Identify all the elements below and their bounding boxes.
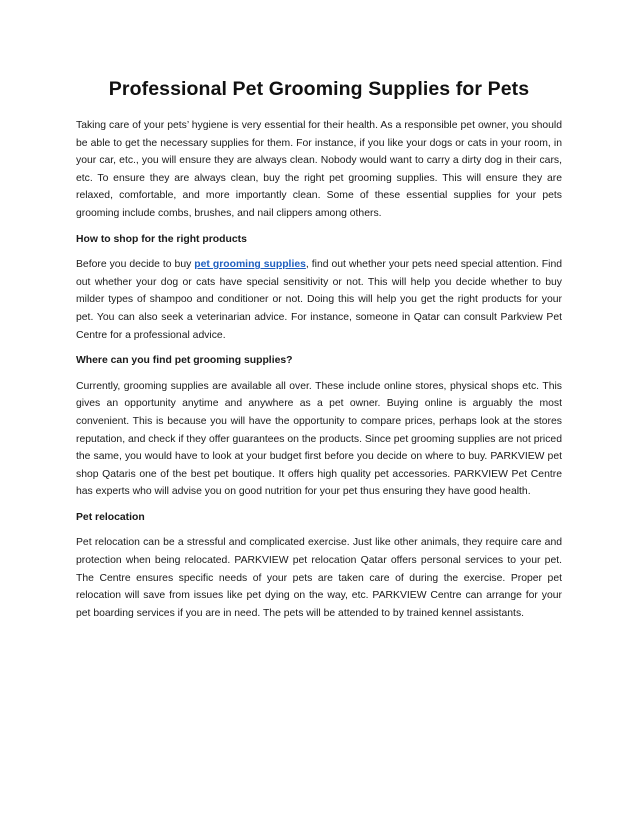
where-paragraph: Currently, grooming supplies are available all over. These include online stores, physical shops etc. This gives an opportunity anytime and anywhere as a pet owner. Buying online is arguably the most convenient. This is because you will have the opportunity to compare prices, perhaps look at the stores reputation, and check if they offer guarantees on the products. Since pet grooming supplies are not priced the same, you would have to look at your budget first before you decide on where to buy. PARKVIEW pet shop Qataris one of the best pet boutique. It offers high quality pet accessories. PARKVIEW Pet Centre has experts who will advise you on good nutrition for your pet thus ensuring they have good health. bbox=[76, 380, 562, 498]
section-heading-shop: How to shop for the right products bbox=[76, 233, 247, 245]
relocation-paragraph: Pet relocation can be a stressful and complicated exercise. Just like other animals, they require care and protection when being relocated. PARKVIEW pet relocation Qatar offers personal services to your pet. The Centre ensures specific needs of your pets are taken care of during the exercise. Proper pet relocation will save from issues like pet dying on the way, etc. PARKVIEW Centre can arrange for your pet boarding services if you are in need. The pets will be attended to by trained kennel assistants. bbox=[76, 537, 562, 619]
section-heading-where: Where can you find pet grooming supplies? bbox=[76, 355, 293, 367]
shop-paragraph bbox=[76, 256, 562, 344]
page-title: Professional Pet Grooming Supplies for Pets bbox=[108, 78, 530, 100]
section-heading-relocation: Pet relocation bbox=[76, 511, 145, 523]
shop-text-before-link: Before you decide to buy bbox=[76, 259, 195, 271]
intro-paragraph: Taking care of your pets’ hygiene is very essential for their health. As a responsible pet owner, you should be able to get the necessary supplies for them. For instance, if you like your dogs or cats in your room, in your car, etc., you will ensure they are always clean. Nobody would want to carry a dirty dog in their cars, etc. To ensure they are always clean, buy the right pet grooming supplies. This will ensure they are relaxed, comfortable, and more importantly clean. Some of these essential supplies for your pets grooming include combs, brushes, and nail clippers among others. bbox=[76, 120, 562, 219]
pet-grooming-supplies-link[interactable]: pet grooming supplies bbox=[194, 259, 306, 271]
shop-text-after-link: , find out whether your pets need special attention. Find out whether your dog or cats have special sensitivity or not. This will help you decide whether to buy milder types of shampoo and conditioner or not. Doing this will help you get the right products for your pet. You can also seek a veterinarian advice. For instance, someone in Qatar can consult Parkview Pet Centre for a professional advice. bbox=[76, 259, 562, 341]
